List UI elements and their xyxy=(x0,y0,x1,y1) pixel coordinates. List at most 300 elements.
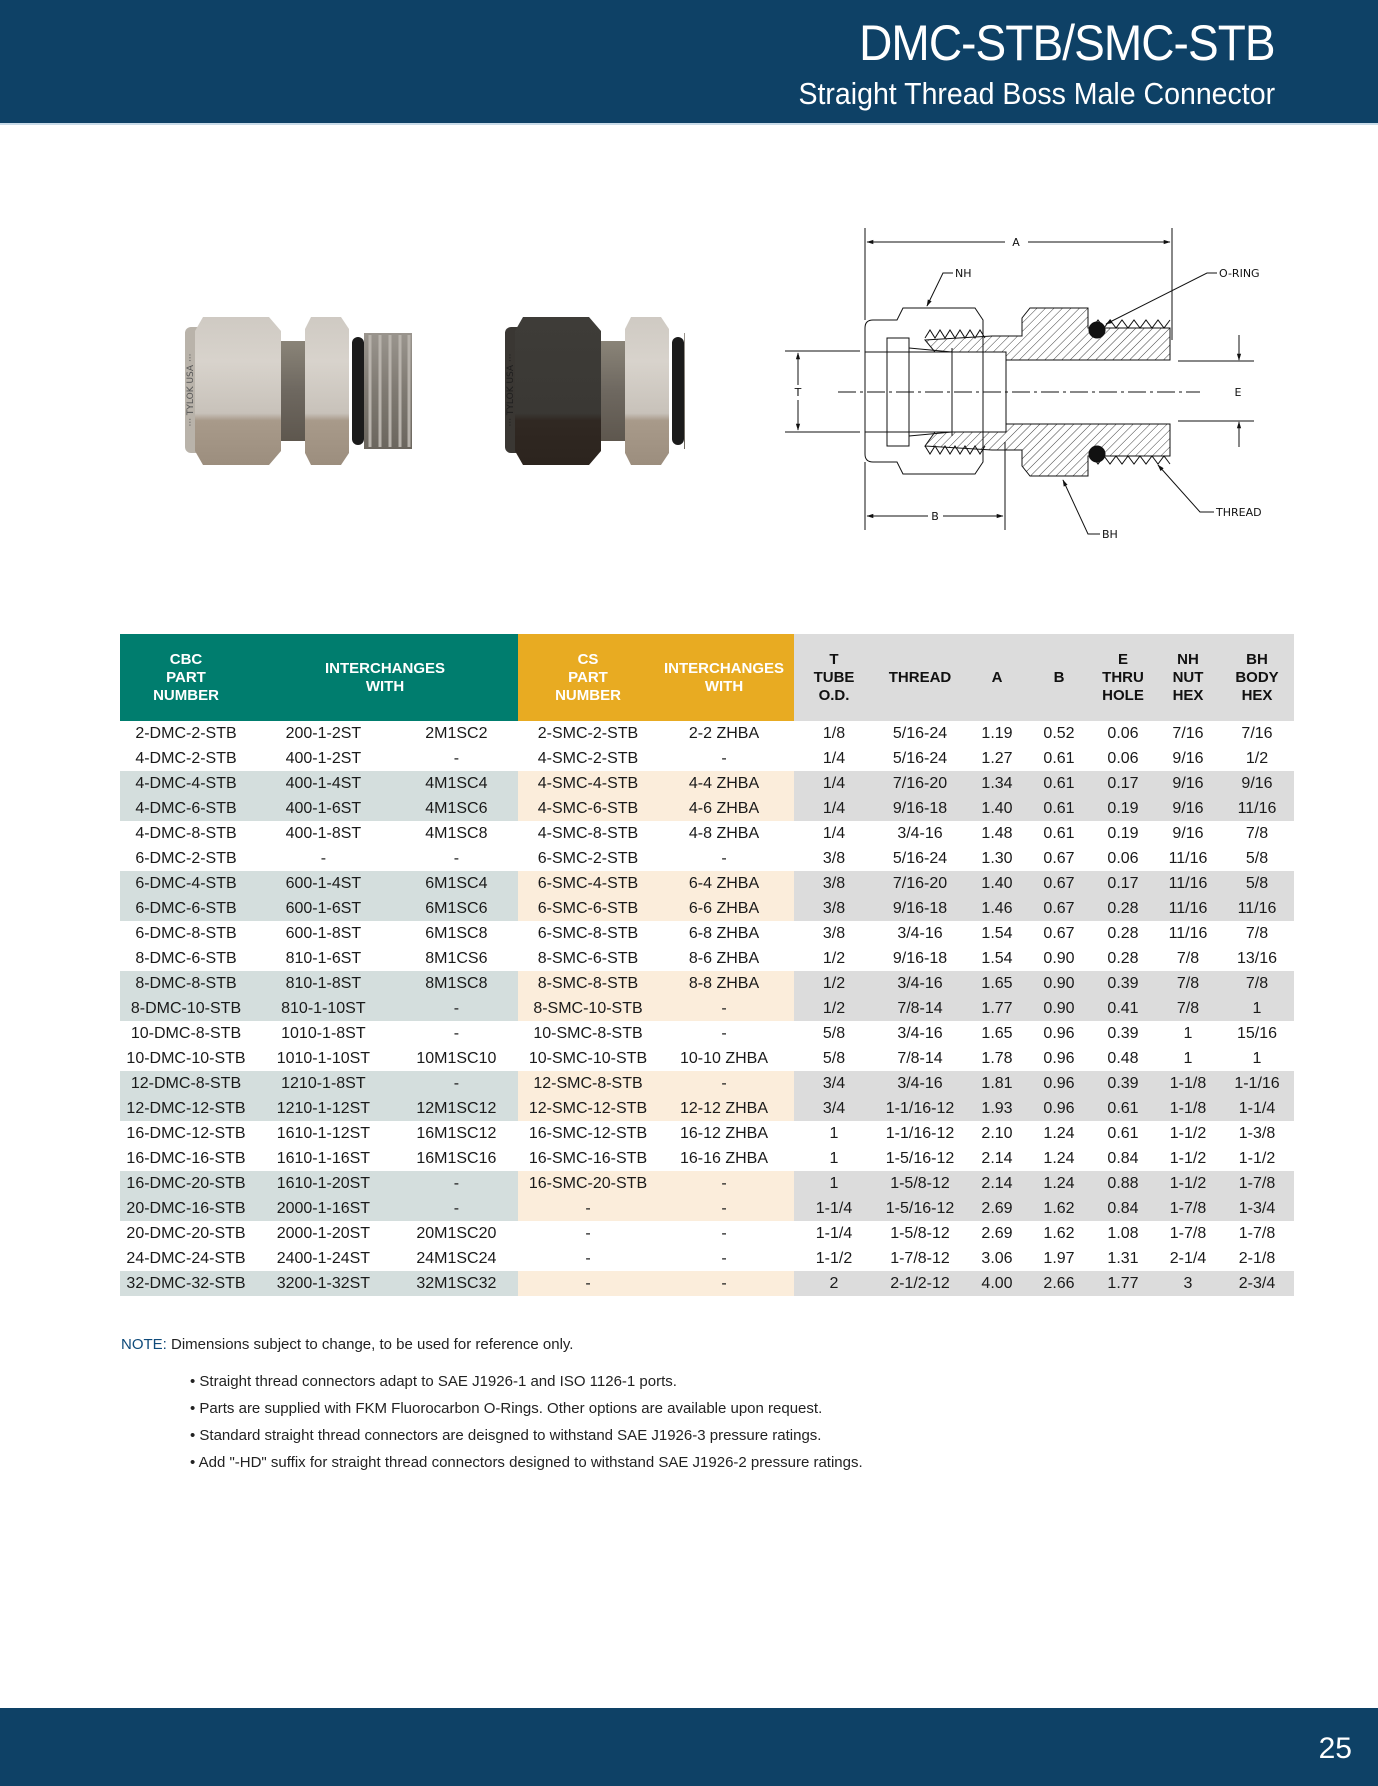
cell-tube-od: 1 xyxy=(829,1124,839,1142)
cell-cbc-interchange-2: 8M1CS6 xyxy=(425,949,488,967)
cell-tube-od: 3/4 xyxy=(794,1096,874,1121)
cell-a: 1.48 xyxy=(981,824,1013,842)
table-row xyxy=(120,821,1294,846)
cell-cs-interchange: 4-6 ZHBA xyxy=(658,796,790,821)
cell-tube-od: 1-1/4 xyxy=(815,1224,853,1242)
cell-cs-part: 6-SMC-6-STB xyxy=(518,896,658,921)
cell-a: 1.78 xyxy=(981,1049,1013,1067)
cell-thread: 1-1/16-12 xyxy=(874,1096,966,1121)
cell-nh: 3 xyxy=(1156,1271,1220,1296)
cell-b: 2.66 xyxy=(1028,1271,1090,1296)
cell-cbc-interchange-1: 1610-1-16ST xyxy=(276,1149,371,1167)
page-header xyxy=(0,0,1378,125)
cell-cbc-part: 10-DMC-8-STB xyxy=(130,1024,242,1042)
cell-a: 2.14 xyxy=(966,1171,1028,1196)
cell-nh: 1-1/2 xyxy=(1156,1171,1220,1196)
cell-e: 0.88 xyxy=(1090,1171,1156,1196)
page-footer xyxy=(0,1708,1378,1786)
table-header-row xyxy=(120,634,1294,721)
cell-cbc-part: 16-DMC-20-STB xyxy=(120,1171,252,1196)
cell-cbc-interchange-2: - xyxy=(395,1071,518,1096)
cell-cbc-part: 20-DMC-16-STB xyxy=(120,1196,252,1221)
bullet-item: • Parts are supplied with FKM Fluorocarbon O-Rings. Other options are available upon request. xyxy=(190,1400,863,1427)
cell-cs-interchange: - xyxy=(721,1024,727,1042)
cell-e: 1.31 xyxy=(1107,1249,1139,1267)
cell-cs-interchange: 8-8 ZHBA xyxy=(658,971,790,996)
cell-cs-part: 12-SMC-12-STB xyxy=(518,1096,658,1121)
cell-cs-interchange: - xyxy=(721,749,727,767)
cell-cs-part: 2-SMC-2-STB xyxy=(537,724,639,742)
cell-thread: 1-5/8-12 xyxy=(874,1171,966,1196)
cell-cbc-interchange-2: 2M1SC2 xyxy=(425,724,488,742)
cell-cbc-part: 6-DMC-2-STB xyxy=(135,849,237,867)
cell-a: 1.65 xyxy=(981,1024,1013,1042)
cell-tube-od: 1/2 xyxy=(822,949,846,967)
cell-cbc-interchange-1: 810-1-8ST xyxy=(252,971,395,996)
cell-b: 1.24 xyxy=(1043,1124,1075,1142)
table-row xyxy=(120,746,1294,771)
cell-nh: 1-1/2 xyxy=(1169,1149,1207,1167)
cell-tube-od: 1-1/4 xyxy=(794,1196,874,1221)
cell-cs-interchange: 16-12 ZHBA xyxy=(679,1124,769,1142)
cell-nh: 7/8 xyxy=(1156,996,1220,1021)
cell-cs-interchange: 10-10 ZHBA xyxy=(679,1049,769,1067)
cell-cs-part: 6-SMC-2-STB xyxy=(537,849,639,867)
table-row xyxy=(120,1146,1294,1171)
cell-cbc-interchange-2: 6M1SC8 xyxy=(425,924,488,942)
cell-thread: 5/16-24 xyxy=(892,749,948,767)
cell-cbc-interchange-2: 16M1SC16 xyxy=(416,1149,497,1167)
cell-e: 0.06 xyxy=(1107,749,1139,767)
cell-cbc-interchange-1: 810-1-6ST xyxy=(285,949,362,967)
cell-a: 1.93 xyxy=(966,1096,1028,1121)
cell-cbc-interchange-2: 4M1SC8 xyxy=(425,824,488,842)
cell-e: 0.48 xyxy=(1107,1049,1139,1067)
cell-tube-od: 1/4 xyxy=(822,749,846,767)
cell-b: 0.96 xyxy=(1028,1096,1090,1121)
cell-cbc-interchange-2: 20M1SC20 xyxy=(416,1224,497,1242)
cell-cbc-interchange-2: 24M1SC24 xyxy=(416,1249,497,1267)
cell-a: 2.14 xyxy=(981,1149,1013,1167)
dim-label-e: E xyxy=(1234,386,1242,399)
fitting-marking: ··· TYLOK USA ··· xyxy=(506,353,516,427)
cell-cbc-part: 12-DMC-12-STB xyxy=(120,1096,252,1121)
cell-cbc-part: 8-DMC-10-STB xyxy=(120,996,252,1021)
table-row xyxy=(120,1046,1294,1071)
cell-bh: 2-3/4 xyxy=(1220,1271,1294,1296)
cell-cbc-part: 16-DMC-16-STB xyxy=(126,1149,246,1167)
cell-e: 0.19 xyxy=(1107,824,1139,842)
cell-nh: 9/16 xyxy=(1172,749,1204,767)
table-row xyxy=(120,1096,1294,1121)
cell-cs-interchange: 6-4 ZHBA xyxy=(658,871,790,896)
cell-e: 1.08 xyxy=(1107,1224,1139,1242)
cell-cbc-part: 4-DMC-2-STB xyxy=(135,749,237,767)
cell-a: 1.77 xyxy=(966,996,1028,1021)
cell-thread: 9/16-18 xyxy=(874,896,966,921)
cell-bh: 11/16 xyxy=(1220,796,1294,821)
cell-thread: 3/4-16 xyxy=(874,971,966,996)
cell-cbc-part: 6-DMC-6-STB xyxy=(120,896,252,921)
cell-tube-od: 1/2 xyxy=(794,971,874,996)
cell-e: 0.39 xyxy=(1107,1024,1139,1042)
cell-cs-interchange: 6-6 ZHBA xyxy=(658,896,790,921)
cell-bh: 1/2 xyxy=(1245,749,1269,767)
cell-cbc-interchange-1: 400-1-4ST xyxy=(252,771,395,796)
cell-e: 0.84 xyxy=(1107,1149,1139,1167)
cell-thread: 2-1/2-12 xyxy=(874,1271,966,1296)
header-t-tube-od: T TUBE O.D. xyxy=(794,634,874,721)
cell-b: 1.62 xyxy=(1043,1224,1075,1242)
cell-e: 0.41 xyxy=(1090,996,1156,1021)
cell-bh: 1-1/2 xyxy=(1238,1149,1276,1167)
cell-bh: 5/8 xyxy=(1245,849,1269,867)
cell-bh: 15/16 xyxy=(1236,1024,1278,1042)
header-cbc-part-number: CBC PART NUMBER xyxy=(120,634,252,721)
table-row xyxy=(120,1071,1294,1096)
cell-cbc-part: 4-DMC-4-STB xyxy=(120,771,252,796)
cell-cbc-interchange-1: 2000-1-16ST xyxy=(252,1196,395,1221)
cell-cbc-interchange-2: 10M1SC10 xyxy=(416,1049,497,1067)
cell-thread: 3/4-16 xyxy=(897,1024,943,1042)
table-row xyxy=(120,721,1294,746)
cell-cbc-interchange-1: 2400-1-24ST xyxy=(276,1249,371,1267)
cell-cbc-interchange-2: - xyxy=(395,1171,518,1196)
cell-bh: 1-3/8 xyxy=(1238,1124,1276,1142)
product-photos xyxy=(165,315,685,465)
header-cbc-interchanges: INTERCHANGES WITH xyxy=(252,634,518,721)
cell-cbc-part: 20-DMC-20-STB xyxy=(126,1224,246,1242)
cell-cs-part: - xyxy=(518,1271,658,1296)
cell-b: 0.61 xyxy=(1028,796,1090,821)
cell-a: 1.46 xyxy=(966,896,1028,921)
cell-e: 0.61 xyxy=(1107,1124,1139,1142)
fitting-marking: ··· TYLOK USA ··· xyxy=(186,353,196,427)
header-thread: THREAD xyxy=(874,634,966,721)
cell-e: 0.17 xyxy=(1090,771,1156,796)
cell-nh: 9/16 xyxy=(1172,824,1204,842)
cell-cbc-interchange-1: 1210-1-12ST xyxy=(252,1096,395,1121)
feature-bullets xyxy=(190,1373,863,1481)
cell-bh: 5/8 xyxy=(1220,871,1294,896)
header-cs-part-number: CS PART NUMBER xyxy=(518,634,658,721)
cell-bh: 1-7/8 xyxy=(1238,1224,1276,1242)
cell-cs-part: - xyxy=(585,1224,591,1242)
page-subtitle: Straight Thread Boss Male Connector xyxy=(798,76,1275,111)
cell-cbc-part: 24-DMC-24-STB xyxy=(126,1249,246,1267)
cell-cbc-part: 2-DMC-2-STB xyxy=(135,724,237,742)
cell-a: 1.30 xyxy=(981,849,1013,867)
table-row xyxy=(120,846,1294,871)
table-row xyxy=(120,1121,1294,1146)
cell-cbc-interchange-1: 2000-1-20ST xyxy=(276,1224,371,1242)
cell-a: 1.54 xyxy=(981,949,1013,967)
cell-b: 0.61 xyxy=(1043,824,1075,842)
table-row xyxy=(120,871,1294,896)
cell-thread: 7/16-20 xyxy=(874,871,966,896)
cell-b: 0.67 xyxy=(1043,924,1075,942)
cell-nh: 9/16 xyxy=(1156,796,1220,821)
cell-cs-interchange: 2-2 ZHBA xyxy=(688,724,760,742)
bullet-item: • Straight thread connectors adapt to SAE J1926-1 and ISO 1126-1 ports. xyxy=(190,1373,863,1400)
cell-cs-part: 16-SMC-20-STB xyxy=(518,1171,658,1196)
cell-tube-od: 3/8 xyxy=(794,871,874,896)
cell-cs-part: 4-SMC-2-STB xyxy=(537,749,639,767)
cell-thread: 1-7/8-12 xyxy=(890,1249,950,1267)
cell-e: 0.61 xyxy=(1090,1096,1156,1121)
cell-bh: 1-3/4 xyxy=(1220,1196,1294,1221)
table-row xyxy=(120,1171,1294,1196)
note-text: Dimensions subject to change, to be used for reference only. xyxy=(166,1336,574,1353)
cell-cbc-interchange-1: 1010-1-8ST xyxy=(281,1024,366,1042)
cell-bh: 1-1/4 xyxy=(1220,1096,1294,1121)
cell-tube-od: 5/8 xyxy=(822,1049,846,1067)
cell-a: 1.40 xyxy=(966,871,1028,896)
cell-a: 1.40 xyxy=(966,796,1028,821)
cell-tube-od: 1/4 xyxy=(794,796,874,821)
page-title: DMC-STB/SMC-STB xyxy=(859,15,1275,71)
cell-cbc-interchange-2: 32M1SC32 xyxy=(395,1271,518,1296)
cell-nh: 2-1/4 xyxy=(1169,1249,1207,1267)
cell-b: 1.62 xyxy=(1028,1196,1090,1221)
cell-a: 1.27 xyxy=(981,749,1013,767)
cell-cs-interchange: - xyxy=(658,1171,790,1196)
cell-tube-od: 2 xyxy=(794,1271,874,1296)
cell-a: 1.65 xyxy=(966,971,1028,996)
cell-e: 0.84 xyxy=(1090,1196,1156,1221)
cell-nh: 11/16 xyxy=(1156,871,1220,896)
cell-thread: 3/4-16 xyxy=(897,924,943,942)
cell-thread: 3/4-16 xyxy=(897,824,943,842)
cell-cbc-interchange-1: 1210-1-8ST xyxy=(252,1071,395,1096)
cell-a: 1.81 xyxy=(966,1071,1028,1096)
cell-cbc-interchange-1: 1610-1-12ST xyxy=(276,1124,371,1142)
cell-cbc-interchange-1: 1010-1-10ST xyxy=(276,1049,371,1067)
cell-bh: 2-1/8 xyxy=(1238,1249,1276,1267)
cell-b: 0.61 xyxy=(1028,771,1090,796)
bullet-item: • Standard straight thread connectors are deisgned to withstand SAE J1926-3 pressure ratings. xyxy=(190,1427,863,1454)
cell-cbc-interchange-2: - xyxy=(453,749,460,767)
cell-cs-interchange: - xyxy=(658,1271,790,1296)
cell-tube-od: 1-1/2 xyxy=(815,1249,853,1267)
cell-b: 0.67 xyxy=(1028,896,1090,921)
table-row xyxy=(120,1021,1294,1046)
cell-cbc-part: 8-DMC-6-STB xyxy=(135,949,237,967)
cell-cbc-part: 4-DMC-6-STB xyxy=(120,796,252,821)
cell-a: 1.54 xyxy=(981,924,1013,942)
cell-cs-part: - xyxy=(518,1196,658,1221)
table-row xyxy=(120,1221,1294,1246)
header-a: A xyxy=(966,634,1028,721)
cell-cbc-part: 4-DMC-8-STB xyxy=(135,824,237,842)
table-row xyxy=(120,796,1294,821)
cell-cbc-interchange-1: 1610-1-20ST xyxy=(252,1171,395,1196)
cell-bh: 11/16 xyxy=(1220,896,1294,921)
cell-e: 0.28 xyxy=(1107,949,1139,967)
cell-tube-od: 1/2 xyxy=(794,996,874,1021)
cell-b: 0.61 xyxy=(1043,749,1075,767)
cell-cbc-part: 32-DMC-32-STB xyxy=(120,1271,252,1296)
spec-table xyxy=(120,634,1294,1296)
cell-cbc-part: 12-DMC-8-STB xyxy=(120,1071,252,1096)
cell-b: 1.97 xyxy=(1043,1249,1075,1267)
cell-cs-interchange: - xyxy=(721,849,727,867)
table-row xyxy=(120,921,1294,946)
cell-b: 0.90 xyxy=(1028,971,1090,996)
cell-cs-interchange: - xyxy=(658,1071,790,1096)
cell-b: 0.96 xyxy=(1043,1024,1075,1042)
cell-b: 0.96 xyxy=(1028,1071,1090,1096)
cell-cbc-interchange-2: 4M1SC6 xyxy=(395,796,518,821)
cell-cbc-part: 16-DMC-12-STB xyxy=(126,1124,246,1142)
cell-e: 1.77 xyxy=(1090,1271,1156,1296)
cell-cs-part: 6-SMC-8-STB xyxy=(537,924,639,942)
table-row xyxy=(120,1196,1294,1221)
cell-a: 2.69 xyxy=(966,1196,1028,1221)
cell-cs-part: 4-SMC-4-STB xyxy=(518,771,658,796)
cell-cs-interchange: 12-12 ZHBA xyxy=(658,1096,790,1121)
cell-cs-part: - xyxy=(585,1249,591,1267)
table-row xyxy=(120,971,1294,996)
cell-thread: 5/16-24 xyxy=(892,849,948,867)
cell-a: 4.00 xyxy=(966,1271,1028,1296)
cell-cs-part: 16-SMC-12-STB xyxy=(528,1124,648,1142)
cell-b: 1.24 xyxy=(1028,1171,1090,1196)
header-b: B xyxy=(1028,634,1090,721)
cell-e: 0.06 xyxy=(1107,724,1139,742)
cell-cs-interchange: 16-16 ZHBA xyxy=(679,1149,769,1167)
cell-cs-part: 8-SMC-8-STB xyxy=(518,971,658,996)
cell-cbc-interchange-2: - xyxy=(395,1196,518,1221)
cell-bh: 1-7/8 xyxy=(1220,1171,1294,1196)
cell-thread: 9/16-18 xyxy=(874,796,966,821)
cell-cbc-part: 10-DMC-10-STB xyxy=(126,1049,246,1067)
cell-e: 0.19 xyxy=(1090,796,1156,821)
cell-cbc-part: 6-DMC-4-STB xyxy=(120,871,252,896)
cell-cbc-interchange-1: 600-1-6ST xyxy=(252,896,395,921)
cell-cbc-interchange-1: - xyxy=(320,849,327,867)
header-nh-nut-hex: NH NUT HEX xyxy=(1156,634,1220,721)
dark-fitting-image xyxy=(505,317,685,465)
cell-nh: 1 xyxy=(1183,1049,1193,1067)
cell-tube-od: 1/4 xyxy=(822,824,846,842)
cell-cs-part: 6-SMC-4-STB xyxy=(518,871,658,896)
cell-b: 0.67 xyxy=(1028,871,1090,896)
cell-thread: 7/8-14 xyxy=(874,996,966,1021)
cell-nh: 1 xyxy=(1183,1024,1193,1042)
cell-b: 0.52 xyxy=(1043,724,1075,742)
cell-cbc-part: 6-DMC-8-STB xyxy=(135,924,237,942)
dim-label-a: A xyxy=(1012,236,1020,249)
cell-cs-part: 12-SMC-8-STB xyxy=(518,1071,658,1096)
cell-cbc-interchange-2: 16M1SC12 xyxy=(416,1124,497,1142)
cell-bh: 1-1/16 xyxy=(1220,1071,1294,1096)
cell-a: 2.10 xyxy=(981,1124,1013,1142)
cell-cs-interchange: - xyxy=(721,1224,727,1242)
header-cs-interchanges: INTERCHANGES WITH xyxy=(658,634,790,721)
cell-a: 3.06 xyxy=(981,1249,1013,1267)
cell-cbc-interchange-1: 400-1-8ST xyxy=(285,824,362,842)
cell-tube-od: 3/8 xyxy=(794,896,874,921)
cell-nh: 1-7/8 xyxy=(1156,1196,1220,1221)
cell-nh: 1-1/8 xyxy=(1156,1096,1220,1121)
cell-e: 0.39 xyxy=(1090,1071,1156,1096)
cell-thread: 3/4-16 xyxy=(874,1071,966,1096)
cell-e: 0.28 xyxy=(1090,896,1156,921)
cell-cbc-interchange-1: 400-1-6ST xyxy=(252,796,395,821)
cell-e: 0.06 xyxy=(1107,849,1139,867)
cell-a: 1.19 xyxy=(981,724,1013,742)
cell-cs-interchange: 4-8 ZHBA xyxy=(688,824,760,842)
cell-thread: 1-1/16-12 xyxy=(885,1124,955,1142)
cell-e: 0.28 xyxy=(1107,924,1139,942)
cell-thread: 7/16-20 xyxy=(874,771,966,796)
cell-bh: 7/8 xyxy=(1220,971,1294,996)
page-number: 25 xyxy=(1318,1732,1352,1765)
note-label: NOTE: xyxy=(121,1336,167,1353)
table-row xyxy=(120,771,1294,796)
cell-thread: 5/16-24 xyxy=(892,724,948,742)
cell-a: 2.69 xyxy=(981,1224,1013,1242)
cell-thread: 7/8-14 xyxy=(897,1049,943,1067)
cell-cbc-interchange-2: 8M1SC8 xyxy=(395,971,518,996)
cell-cs-part: 4-SMC-8-STB xyxy=(537,824,639,842)
technical-drawing xyxy=(770,210,1270,550)
cell-cs-part: 8-SMC-6-STB xyxy=(537,949,639,967)
table-row xyxy=(120,996,1294,1021)
cell-cbc-interchange-2: - xyxy=(395,996,518,1021)
cell-b: 0.96 xyxy=(1043,1049,1075,1067)
cell-thread: 9/16-18 xyxy=(892,949,948,967)
cell-cs-part: 4-SMC-6-STB xyxy=(518,796,658,821)
cell-cbc-interchange-1: 400-1-2ST xyxy=(285,749,362,767)
cell-cbc-interchange-2: 6M1SC4 xyxy=(395,871,518,896)
cell-e: 0.39 xyxy=(1090,971,1156,996)
cell-cbc-interchange-2: 4M1SC4 xyxy=(395,771,518,796)
cell-thread: 1-5/16-12 xyxy=(874,1196,966,1221)
table-row xyxy=(120,1246,1294,1271)
cell-cs-part: 10-SMC-8-STB xyxy=(533,1024,643,1042)
cell-bh: 1 xyxy=(1220,996,1294,1021)
cell-cbc-part: 8-DMC-8-STB xyxy=(120,971,252,996)
label-thread: THREAD xyxy=(1216,506,1262,519)
cell-tube-od: 5/8 xyxy=(822,1024,846,1042)
label-o-ring: O-RING xyxy=(1219,267,1260,280)
cell-tube-od: 3/8 xyxy=(822,849,846,867)
cell-cs-part: 16-SMC-16-STB xyxy=(528,1149,648,1167)
cell-nh: 7/8 xyxy=(1176,949,1200,967)
cell-tube-od: 1 xyxy=(829,1149,839,1167)
cell-nh: 7/16 xyxy=(1172,724,1204,742)
cell-cs-interchange: - xyxy=(721,1249,727,1267)
cell-cbc-interchange-1: 200-1-2ST xyxy=(285,724,362,742)
cell-bh: 7/16 xyxy=(1241,724,1273,742)
cell-bh: 7/8 xyxy=(1245,824,1269,842)
cell-bh: 9/16 xyxy=(1220,771,1294,796)
cell-nh: 11/16 xyxy=(1168,849,1208,867)
cell-tube-od: 1/8 xyxy=(822,724,846,742)
cell-cbc-interchange-2: - xyxy=(453,849,460,867)
stainless-fitting-image xyxy=(185,317,412,465)
bullet-item: • Add "-HD" suffix for straight thread connectors designed to withstand SAE J1926-2 pressure ratings. xyxy=(190,1454,863,1481)
dim-label-b: B xyxy=(931,510,939,523)
cell-tube-od: 3/8 xyxy=(822,924,846,942)
cell-tube-od: 3/4 xyxy=(794,1071,874,1096)
table-row xyxy=(120,946,1294,971)
cell-thread: 1-5/16-12 xyxy=(885,1149,955,1167)
cell-a: 1.34 xyxy=(966,771,1028,796)
cell-b: 0.90 xyxy=(1043,949,1075,967)
